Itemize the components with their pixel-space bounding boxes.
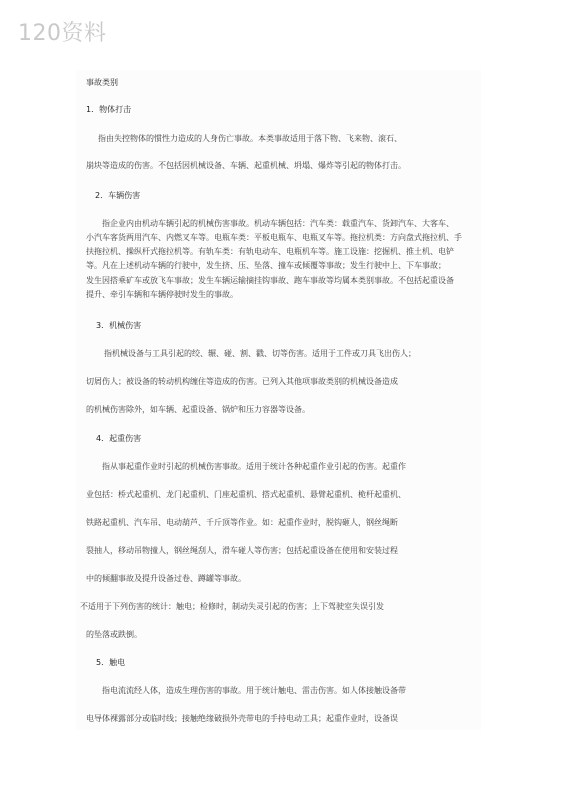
section-1-line-2: 崩块等造成的伤害。不包括因机械设备、车辆、起重机械、坍塌、爆炸等引起的物体打击。 (86, 161, 406, 170)
section-3-line-1: 指机械设备与工具引起的绞、辗、碰、割、戳、切等伤害。适用于工件或刀具飞出伤人； (104, 349, 416, 358)
section-3-line-3: 的机械伤害除外，如车辆、起重设备、锅炉和压力容器等设备。 (86, 405, 310, 414)
section-1-line-1: 指由失控物体的惯性力造成的人身伤亡事故。本类事故适用于落下物、飞来物、滚石、 (98, 134, 402, 143)
section-4-line-5: 中的倾翻事故及提升设备过卷、蹲罐等事故。 (86, 574, 246, 583)
section-5-line-1: 指电流流经人体，造成生理伤害的事故。用于统计触电、雷击伤害。如人体接触设备带 (102, 686, 406, 695)
section-2-line-5: 发生因搭乘矿车或放飞车事故；发生车辆运输摘挂钩事故、跑车事故等均属本类别事故。不包括起重设备 (86, 276, 454, 285)
section-4-line-3: 铁路起重机、汽车吊、电动葫芦、千斤顶等作业。如：起重作业时，脱钩砸人，钢丝绳断 (86, 518, 398, 527)
section-2-line-2: 小汽车客货两用汽车、内燃叉车等。电瓶车类：平板电瓶车、电瓶叉车等。拖拉机类：方向盘式拖拉机、手 (86, 233, 462, 242)
section-2-line-4: 等。凡在上述机动车辆的行驶中，发生挤、压、坠落、撞车或倾覆等事故；发生行驶中上、下车事故； (86, 261, 446, 270)
section-4-line-7: 的坠落或跌倒。 (86, 630, 142, 639)
section-5-heading: 5．触电 (96, 658, 126, 667)
document-page (76, 70, 481, 730)
section-3-line-2: 切屑伤人；被设备的转动机构缠住等造成的伤害。已列入其他项事故类别的机械设备造成 (86, 377, 398, 386)
section-4-line-6: 不适用于下列伤害的统计：触电；检修时，制动失灵引起的伤害；上下驾驶室失误引发 (80, 602, 384, 611)
section-1-heading: 1．物体打击 (86, 105, 132, 114)
section-4-line-4: 裂抽人，移动吊物撞人，钢丝绳刮人，滑车碰人等伤害；包括起重设备在使用和安装过程 (86, 546, 398, 555)
section-5-line-2: 电导体裸露部分或临时线；接触绝缘破损外壳带电的手持电动工具；起重作业时，设备误 (86, 714, 398, 723)
doc-title: 事故类别 (86, 78, 118, 87)
section-3-heading: 3．机械伤害 (96, 321, 142, 330)
section-2-line-1: 指企业内由机动车辆引起的机械伤害事故。机动车辆包括：汽车类：载重汽车、货卸汽车、大客车、 (102, 219, 454, 228)
section-2-heading: 2．车辆伤害 (95, 191, 141, 200)
section-4-line-2: 业包括：桥式起重机、龙门起重机、门座起重机、搭式起重机、悬臂起重机、桅杆起重机、 (86, 490, 406, 499)
section-2-line-3: 扶拖拉机、操纵杆式拖拉机等。有轨车类：有轨电动车、电瓶机车等。施工设施：挖掘机、推土机、电铲 (86, 247, 454, 256)
section-4-heading: 4．起重伤害 (96, 434, 142, 443)
watermark-logo: 120资料 (18, 21, 107, 46)
section-4-line-1: 指从事起重作业时引起的机械伤害事故。适用于统计各种起重作业引起的伤害。起重作 (102, 462, 406, 471)
section-2-line-6: 提升、牵引车辆和车辆停驶时发生的事故。 (86, 290, 238, 299)
